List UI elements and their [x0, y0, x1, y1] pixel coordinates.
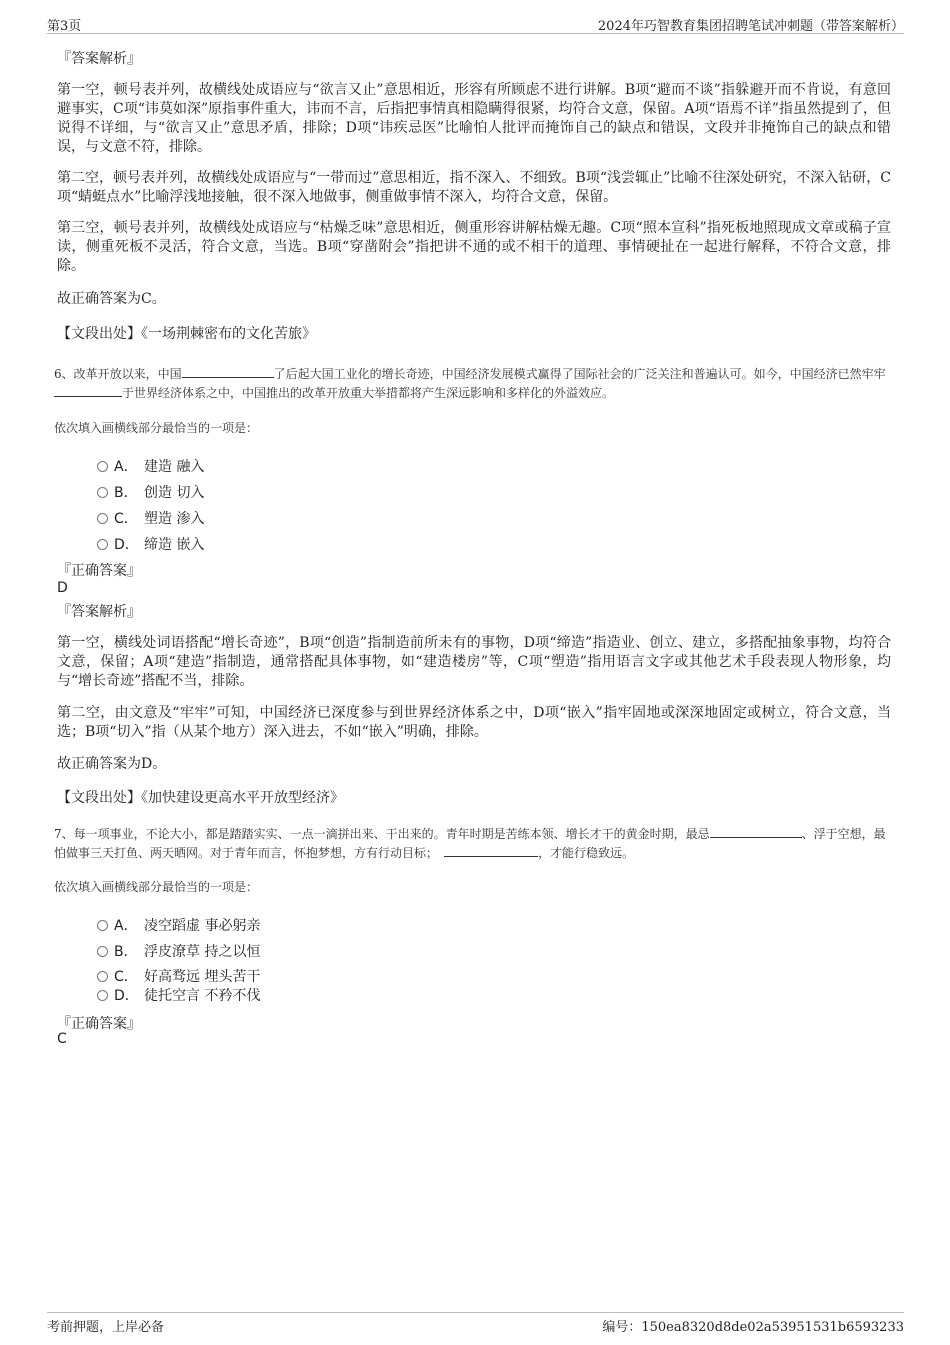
radio-icon[interactable] [97, 946, 108, 957]
q6-stem-part2: 了后起大国工业化的增长奇迹，中国经济发展模式赢得了国际社会的广泛关注和普遍认可。如今，中国经济已然牢牢 [273, 367, 886, 381]
q6-option-d[interactable]: D． 缔造 嵌入 [97, 534, 204, 554]
footer-slogan: 考前押题，上岸必备 [47, 1320, 165, 1335]
q7-stem [54, 825, 896, 863]
q6-option-c[interactable]: C． 塑造 渗入 [97, 508, 204, 528]
radio-icon[interactable] [97, 920, 108, 931]
q6-option-b[interactable]: B． 创造 切入 [97, 482, 204, 502]
page-header [47, 13, 904, 34]
footer-serial: 编号：150ea8320d8de02a53951531b6593233 [602, 1320, 904, 1335]
q6-analysis-p1: 第一空，横线处词语搭配“增长奇迹”，B项“创造”指制造前所未有的事物，D项“缔造”指造业、创立、建立，多搭配抽象事物，均符合文意，保留；A项“建造”指制造，通常搭配具体事物，如“建造楼房”等，C项“塑造”指用语言文字或其他艺术手段表现人物形象，均与“增长奇迹”搭配不当，排除。 [57, 635, 891, 689]
radio-icon[interactable] [97, 513, 108, 524]
q7-stem-part1: 7、每一项事业，不论大小，都是踏踏实实、一点一滴拼出来、干出来的。青年时期是苦练本领、增长才干的黄金时期，最忌 [54, 827, 710, 841]
q5-analysis-p3: 第三空，顿号表并列，故横线处成语应与“枯燥乏味”意思相近，侧重形容讲解枯燥无趣。C项“照本宣科”指死板地照现成文章或稿子宣读，侧重死板不灵活，符合文意，当选。B项“穿凿附会”指把讲不通的或不相干的道理、事情硬扯在一起进行解释，不符合文意，排除。 [57, 220, 891, 274]
q5-analysis-label: 『答案解析』 [57, 51, 141, 67]
page-number: 第3页 [47, 19, 82, 34]
q6-analysis-p2: 第二空，由文意及“牢牢”可知，中国经济已深度参与到世界经济体系之中，D项“嵌入”指牢固地或深深地固定或树立，符合文意，当选；B项“切入”指（从某个地方）深入进去，不如“嵌入”明确，排除。 [57, 705, 891, 740]
q7-stem-part3: ，才能行稳致远。 [538, 846, 635, 860]
q7-option-d[interactable]: D． 徒托空言 不矜不伐 [97, 985, 260, 1005]
radio-icon[interactable] [97, 487, 108, 498]
q7-option-a[interactable]: A． 凌空蹈虚 事必躬亲 [97, 915, 260, 935]
radio-icon[interactable] [97, 990, 108, 1001]
q5-analysis-p2: 第二空，顿号表并列，故横线处成语应与“一带而过”意思相近，指不深入、不细致。B项“浅尝辄止”比喻不往深处研究，不深入钻研，C项“蜻蜓点水”比喻浮浅地接触，很不深入地做事，侧重做事情不深入，均符合文意，保留。 [57, 170, 891, 205]
page-footer [47, 1312, 904, 1336]
q6-correct-answer: D [57, 580, 68, 596]
q6-conclusion: 故正确答案为D。 [57, 756, 167, 772]
q5-analysis-p1: 第一空，顿号表并列，故横线处成语应与“欲言又止”意思相近，形容有所顾虑不进行讲解。B项“避而不谈”指躲避开而不肯说，有意回避事实，C项“讳莫如深”原指事件重大，讳而不言，后指把事情真相隐瞒得很紧，均符合文意，保留。A项“语焉不详”指虽然提到了，但说得不详细，与“欲言又止”意思矛盾，排除；D项“讳疾忌医”比喻怕人批评而掩饰自己的缺点和错误，文段并非掩饰自己的缺点和错误，与文意不符，排除。 [57, 82, 891, 155]
radio-icon[interactable] [97, 539, 108, 550]
q7-stem-part2: 、浮于空想，最怕做事三天打鱼、两天晒网。对于青年而言，怀抱梦想，方有行动目标； [54, 827, 886, 860]
q6-instruction: 依次填入画横线部分最恰当的一项是： [54, 421, 259, 435]
q6-source: 【文段出处】《加快建设更高水平开放型经济》 [57, 790, 344, 806]
radio-icon[interactable] [97, 461, 108, 472]
q7-correct-label: 『正确答案』 [57, 1016, 141, 1032]
q6-analysis-label: 『答案解析』 [57, 604, 141, 620]
q6-stem-part1: 6、改革开放以来，中国 [54, 367, 182, 381]
q5-conclusion: 故正确答案为C。 [57, 291, 166, 307]
q6-option-a[interactable]: A． 建造 融入 [97, 456, 204, 476]
q6-blank-2 [54, 396, 122, 397]
q6-stem-part3: 于世界经济体系之中，中国推出的改革开放重大举措都将产生深远影响和多样化的外溢效应。 [122, 386, 615, 400]
q7-option-b[interactable]: B． 浮皮潦草 持之以恒 [97, 941, 260, 961]
radio-icon[interactable] [97, 971, 108, 982]
q7-correct-answer: C [57, 1031, 67, 1047]
q5-source: 【文段出处】《一场荆棘密布的文化苦旅》 [57, 326, 316, 342]
q7-instruction: 依次填入画横线部分最恰当的一项是： [54, 880, 259, 894]
q7-blank-2 [444, 856, 538, 857]
q6-correct-label: 『正确答案』 [57, 563, 141, 579]
q7-blank-1 [710, 837, 802, 838]
q6-blank-1 [182, 377, 274, 378]
q6-stem [54, 365, 896, 403]
q7-option-c[interactable]: C． 好高骛远 埋头苦干 [97, 966, 260, 986]
document-title: 2024年巧智教育集团招聘笔试冲刺题（带答案解析） [597, 19, 904, 34]
